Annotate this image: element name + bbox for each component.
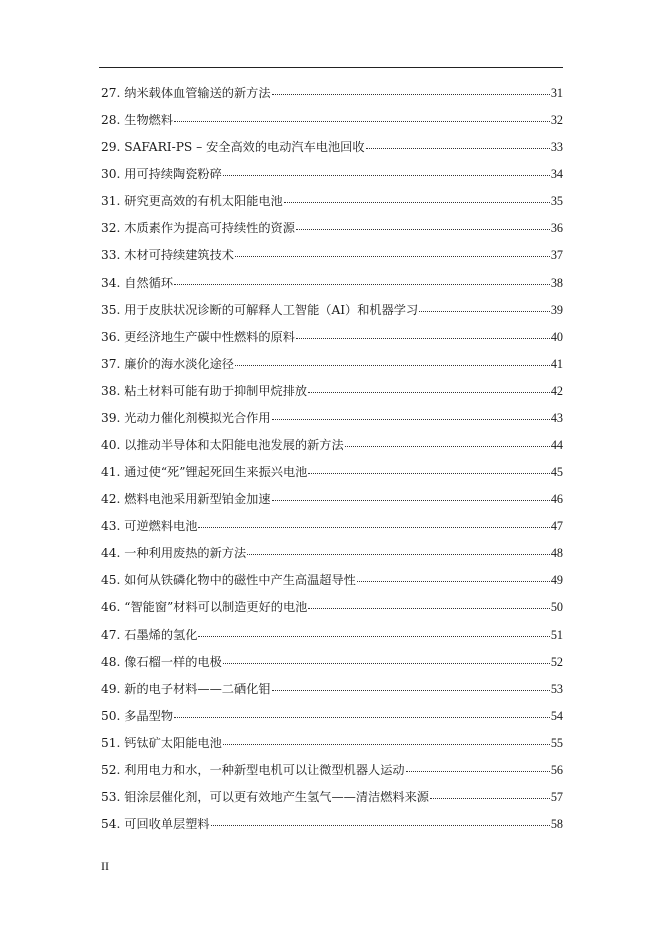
toc-entry-title[interactable]: 46. “智能窗”材料可以制造更好的电池 [101,600,308,615]
dot-leader [174,716,550,718]
toc-entry-page[interactable]: 53 [550,681,563,696]
toc-entry-page[interactable]: 41 [550,356,563,371]
toc-entry-title[interactable]: 42. 燃料电池采用新型铂金加速 [101,492,271,507]
toc-entry[interactable] [101,351,563,378]
toc-entry-title[interactable]: 36. 更经济地生产碳中性燃料的原料 [101,329,295,344]
toc-entry-title[interactable]: 45. 如何从铁磷化物中的磁性中产生高温超导性 [101,573,356,588]
toc-entry[interactable] [101,107,563,134]
toc-entry[interactable] [101,486,563,513]
toc-entry[interactable] [101,594,563,621]
toc-entry[interactable] [101,459,563,486]
dot-leader [296,337,550,339]
dot-leader [174,283,550,285]
dot-leader [296,228,550,230]
toc-entry-title[interactable]: 43. 可逆燃料电池 [101,519,198,534]
toc-entry[interactable] [101,80,563,107]
dot-leader [211,824,550,826]
dot-leader [345,445,550,447]
toc-entry-page[interactable]: 56 [550,762,563,777]
dot-leader [223,662,550,664]
toc-entry[interactable] [101,378,563,405]
dot-leader [235,255,550,257]
toc-entry-page[interactable]: 44 [550,438,563,453]
toc-entry-title[interactable]: 40. 以推动半导体和太阳能电池发展的新方法 [101,438,344,453]
toc-entry-title[interactable]: 29. SAFARI-PS – 安全高效的电动汽车电池回收 [101,140,365,155]
dot-leader [223,174,550,176]
toc-entry-page[interactable]: 32 [550,113,563,128]
toc-entry-page[interactable]: 52 [550,654,563,669]
dot-leader [430,797,550,799]
toc-entry[interactable] [101,215,563,242]
dot-leader [272,689,550,691]
toc-entry[interactable] [101,242,563,269]
toc-entry-page[interactable]: 54 [550,708,563,723]
toc-entry[interactable] [101,161,563,188]
toc-entry[interactable] [101,134,563,161]
toc-entry[interactable] [101,622,563,649]
toc-entry-title[interactable]: 37. 廉价的海水淡化途径 [101,356,234,371]
toc-entry-title[interactable]: 52. 利用电力和水，一种新型电机可以让微型机器人运动 [101,762,405,777]
dot-leader [308,391,550,393]
toc-entry-page[interactable]: 37 [550,248,563,263]
toc-entry-title[interactable]: 50. 多晶型物 [101,708,174,723]
toc-entry[interactable] [101,405,563,432]
toc-entry-title[interactable]: 28. 生物燃料 [101,113,174,128]
toc-entry[interactable] [101,513,563,540]
toc-entry-page[interactable]: 34 [550,167,563,182]
dot-leader [235,364,550,366]
toc-entry[interactable] [101,567,563,594]
toc-entry-title[interactable]: 54. 可回收单层塑料 [101,817,210,832]
toc-entry-title[interactable]: 48. 像石榴一样的电极 [101,654,222,669]
toc-entry-page[interactable]: 36 [550,221,563,236]
toc-entry-title[interactable]: 33. 木材可持续建筑技术 [101,248,234,263]
toc-entry[interactable] [101,703,563,730]
toc-entry[interactable] [101,811,563,838]
toc-entry[interactable] [101,188,563,215]
toc-entry-page[interactable]: 38 [550,275,563,290]
dot-leader [406,770,550,772]
toc-entry-page[interactable]: 51 [550,627,563,642]
toc-entry-title[interactable]: 34. 自然循环 [101,275,174,290]
toc-entry-title[interactable]: 30. 用可持续陶瓷粉碎 [101,167,222,182]
toc-entry-page[interactable]: 57 [550,790,563,805]
toc-entry-title[interactable]: 32. 木质素作为提高可持续性的资源 [101,221,295,236]
dot-leader [272,499,550,501]
toc-entry-page[interactable]: 39 [550,302,563,317]
toc-entry-page[interactable]: 45 [550,465,563,480]
table-of-contents [101,80,563,838]
toc-entry-page[interactable]: 46 [550,492,563,507]
toc-entry-title[interactable]: 38. 粘土材料可能有助于抑制甲烷排放 [101,383,308,398]
toc-entry[interactable] [101,784,563,811]
toc-entry-title[interactable]: 39. 光动力催化剂模拟光合作用 [101,410,271,425]
toc-entry-page[interactable]: 33 [550,140,563,155]
toc-entry-page[interactable]: 55 [550,735,563,750]
dot-leader [366,147,550,149]
toc-entry-title[interactable]: 53. 钼涂层催化剂，可以更有效地产生氢气——清洁燃料来源 [101,790,429,805]
toc-entry-page[interactable]: 58 [550,817,563,832]
toc-entry-page[interactable]: 50 [550,600,563,615]
toc-entry-page[interactable]: 40 [550,329,563,344]
dot-leader [247,553,550,555]
dot-leader [308,607,549,609]
toc-entry-page[interactable]: 49 [550,573,563,588]
dot-leader [198,635,549,637]
dot-leader [272,93,550,95]
toc-entry-page[interactable]: 35 [550,194,563,209]
dot-leader [308,472,549,474]
toc-entry-title[interactable]: 47. 石墨烯的氢化 [101,627,198,642]
header-rule [99,67,563,68]
toc-entry-page[interactable]: 47 [550,519,563,534]
dot-leader [223,743,550,745]
toc-entry-title[interactable]: 35. 用于皮肤状况诊断的可解释人工智能（AI）和机器学习 [101,302,419,317]
toc-entry[interactable] [101,757,563,784]
toc-entry-title[interactable]: 31. 研究更高效的有机太阳能电池 [101,194,283,209]
toc-entry-title[interactable]: 51. 钙钛矿太阳能电池 [101,735,222,750]
toc-entry[interactable] [101,270,563,297]
toc-entry[interactable] [101,540,563,567]
toc-entry-title[interactable]: 44. 一种利用废热的新方法 [101,546,247,561]
toc-entry-page[interactable]: 48 [550,546,563,561]
page-number: II [101,859,109,873]
dot-leader [198,526,549,528]
toc-entry[interactable] [101,297,563,324]
dot-leader [419,310,550,312]
toc-entry[interactable] [101,676,563,703]
toc-entry[interactable] [101,649,563,676]
toc-entry-page[interactable]: 31 [550,86,563,100]
toc-entry[interactable] [101,432,563,459]
toc-entry-title[interactable]: 49. 新的电子材料——二硒化钼 [101,681,271,696]
toc-entry[interactable] [101,730,563,757]
dot-leader [272,418,550,420]
dot-leader [284,201,550,203]
toc-entry-title[interactable]: 27. 纳米载体血管输送的新方法 [101,86,271,100]
toc-entry-page[interactable]: 42 [550,383,563,398]
dot-leader [174,120,550,122]
dot-leader [357,580,550,582]
toc-entry-page[interactable]: 43 [550,410,563,425]
toc-entry[interactable] [101,324,563,351]
toc-entry-title[interactable]: 41. 通过使“死”锂起死回生来振兴电池 [101,465,308,480]
